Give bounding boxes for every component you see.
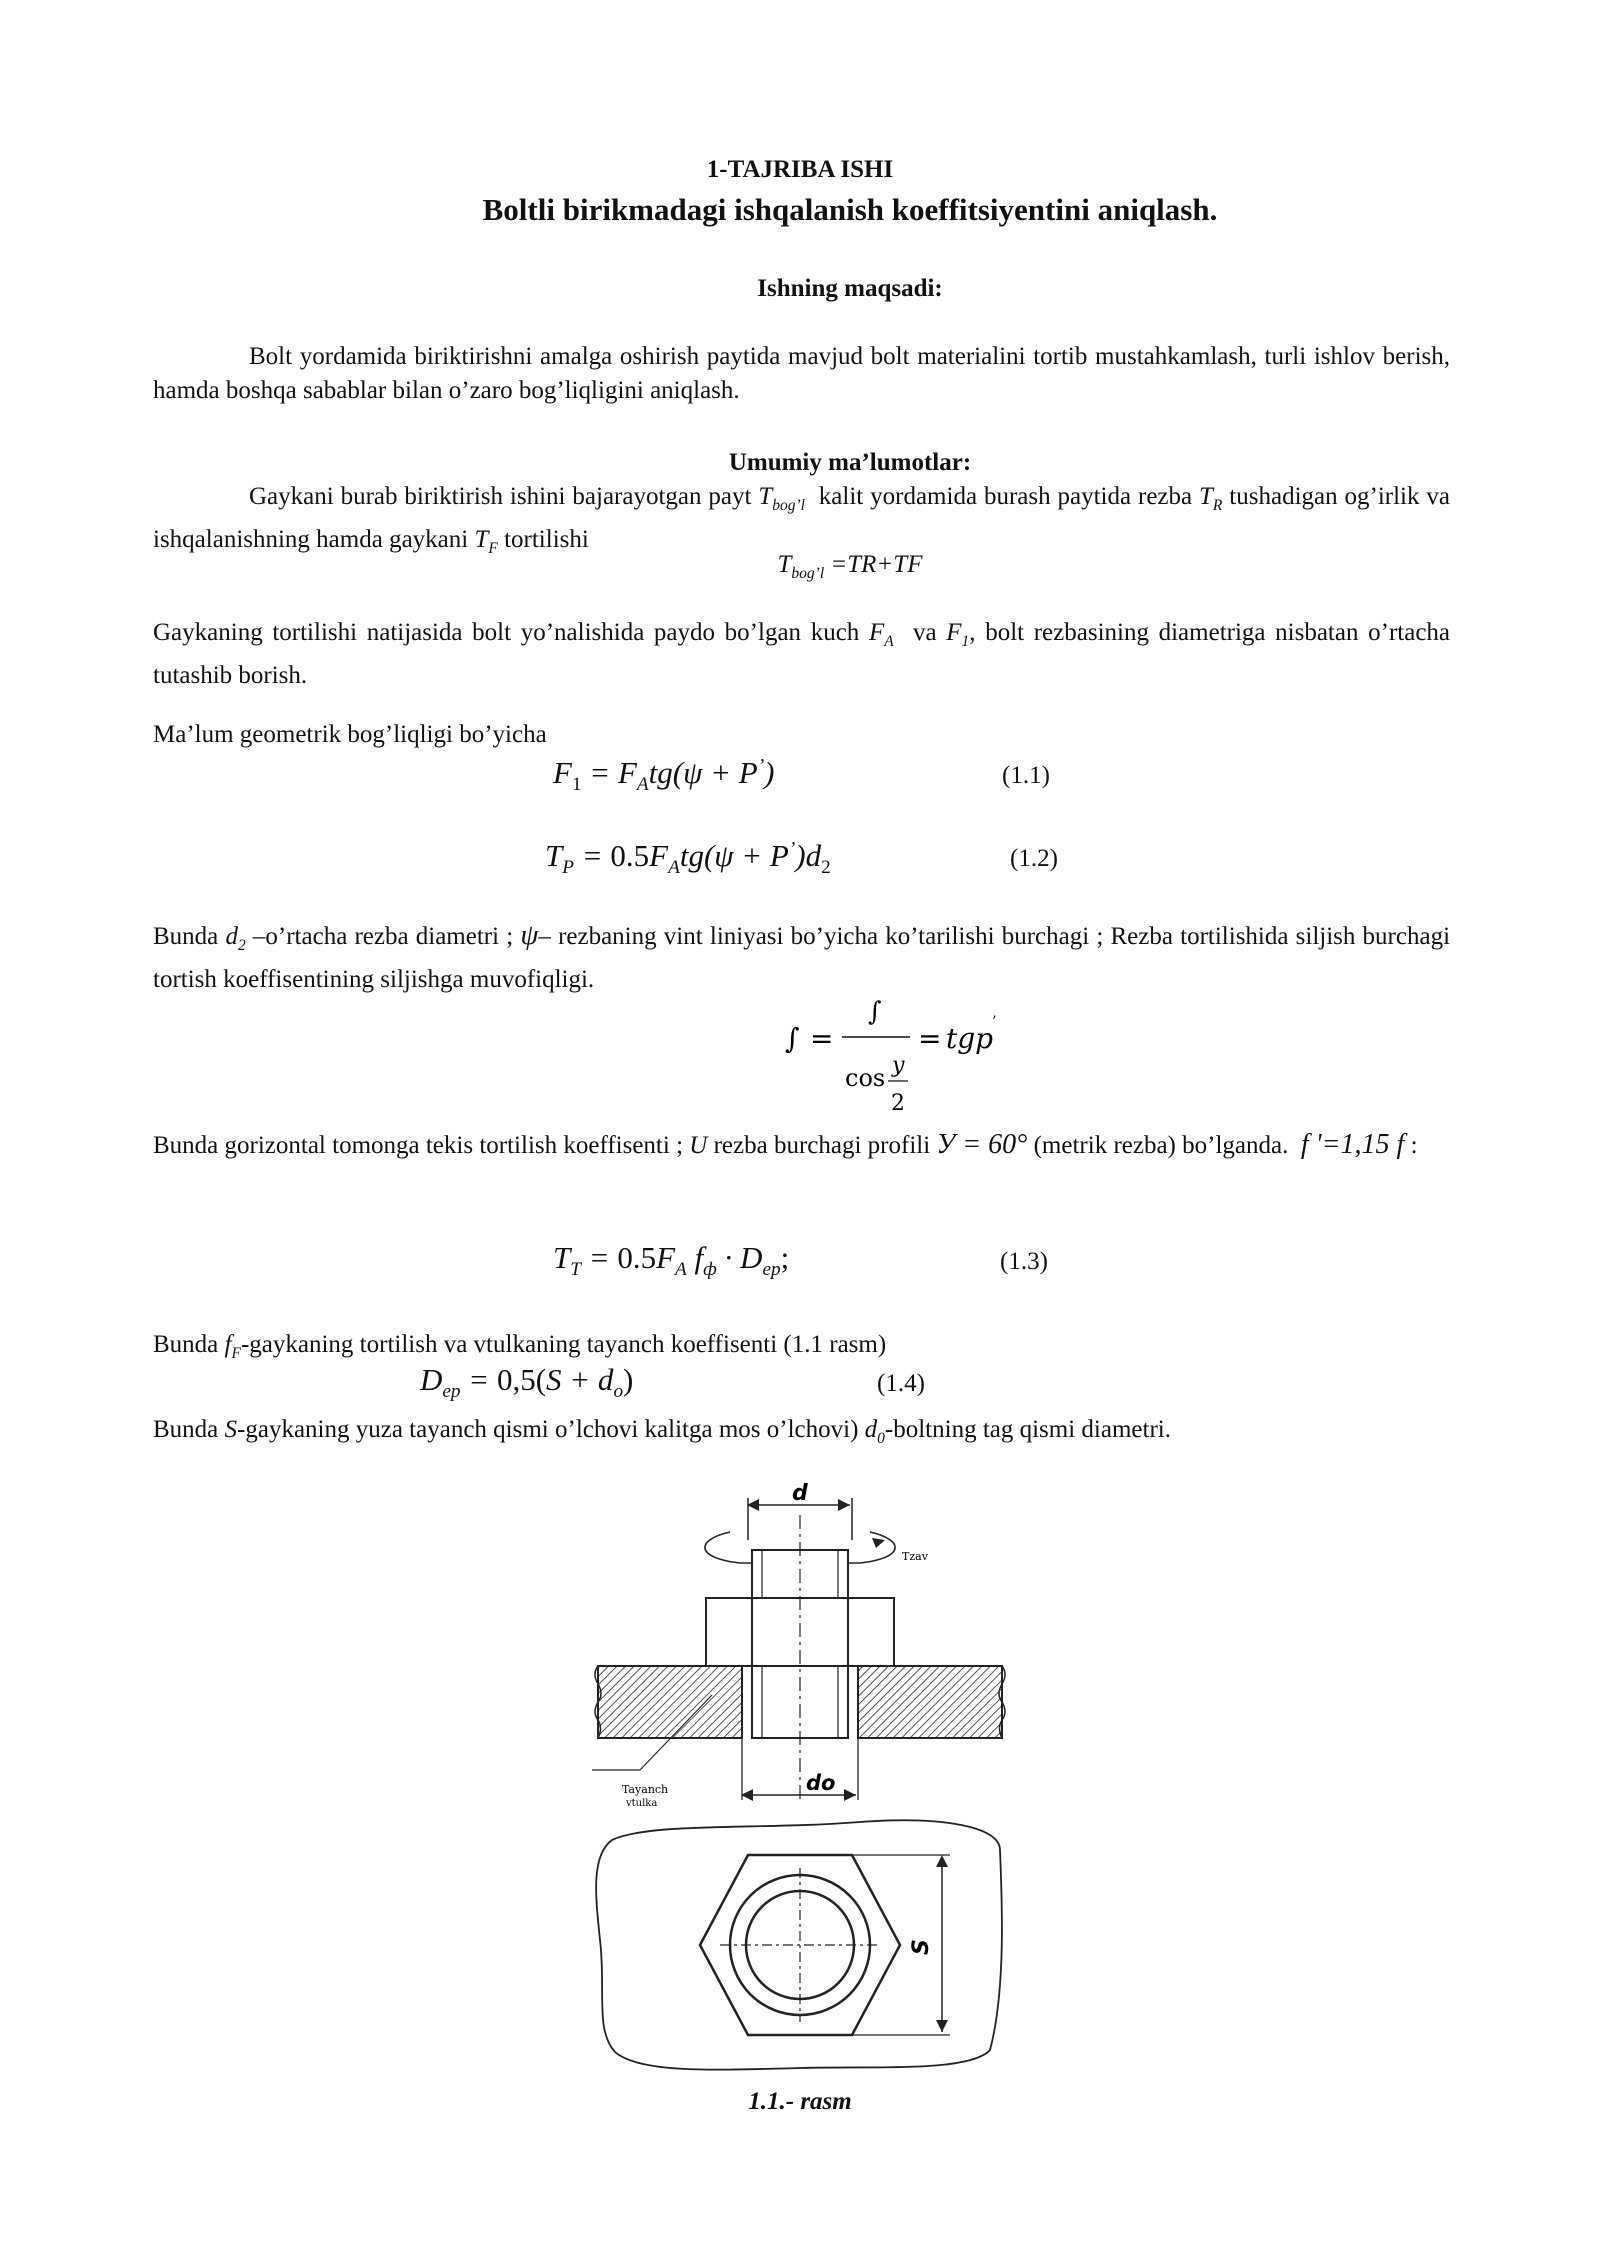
equation-1-3: $T_T = 0.5F_A$ $f_ф \cdot D_{ep}$;: [553, 1240, 790, 1281]
p1-tr-symbol: $T_R$: [1199, 483, 1223, 514]
bolt-shank-bottom: [752, 1666, 848, 1738]
svg-text:∫: ∫: [785, 1022, 800, 1055]
equation-friction-angle: [770, 990, 1010, 1125]
general-paragraph-3: Ma’lum geometrik bog’liqligi bo’yicha: [153, 721, 547, 748]
p2-text-a: Gaykaning tortilishi natijasida bolt yo’nalishida paydo bo’lgan kuch: [153, 619, 860, 646]
equation-1-4-number: (1.4): [877, 1370, 925, 1397]
goal-heading: Ishning maqsadi:: [757, 275, 943, 302]
label-d0: do: [806, 1771, 836, 1795]
equation-1-1: $F_1 = F_Atg(\psi + P^’)$: [553, 755, 775, 796]
text-bunda-3: Bunda $f_F$-gaykaning tortilish va vtulkaning tayanch koeffisenti (1.1 rasm): [153, 1331, 887, 1362]
bolt-joint-figure: [580, 1470, 1020, 2090]
label-d: d: [792, 1481, 808, 1506]
equation-1-3-number: (1.3): [1000, 1248, 1048, 1275]
p2-f1-symbol: $F_1$: [946, 619, 970, 650]
p1-tf-symbol: $T_F$: [474, 526, 498, 557]
svg-text:’: ’: [992, 1014, 997, 1030]
p2-fa-symbol: $F_A$: [868, 619, 894, 650]
p2-text-va: va: [913, 619, 937, 646]
svg-text:∫: ∫: [868, 997, 882, 1027]
p1-text-c: tushadigan og’irlik va ishqalanishning hamda gaykani: [153, 483, 1451, 553]
svg-text:=: =: [810, 1022, 834, 1055]
page-title: Boltli birikmadagi ishqalanish koeffitsiyentini aniqlash.: [482, 192, 1218, 227]
equation-1-2-number: (1.2): [1010, 845, 1058, 872]
p1-text-d: tortilishi: [504, 526, 589, 553]
p1-text-a: Gaykani burab biriktirish ishini bajarayotgan payt: [249, 483, 752, 510]
text-bunda-4: Bunda S-gaykaning yuza tayanch qismi o’lchovi kalitga mos o’lchovi) $d_0$-boltning tag qismi diametri.: [153, 1416, 1171, 1447]
label-tzav: Tzav: [902, 1550, 928, 1563]
formula-tbogl: $T_{bog’l} =TR+TF$: [777, 551, 923, 582]
dimension-d: [748, 1481, 852, 1540]
svg-text:vtulka: vtulka: [626, 1798, 658, 1809]
general-paragraph-2: [153, 616, 1450, 693]
figure-caption: 1.1.- rasm: [748, 2088, 852, 2115]
equation-1-4: $D_{ep} = 0,5(S + d_o)$: [420, 1362, 634, 1403]
equation-1-2: $T_P = 0.5F_Atg(\psi + P^’)d_2$: [545, 838, 831, 879]
svg-text:=: =: [918, 1022, 942, 1055]
equation-1-1-number: (1.1): [1002, 762, 1050, 789]
general-heading: Umumiy ma’lumotlar:: [728, 449, 972, 476]
svg-text:Tayanch: Tayanch: [622, 1783, 669, 1796]
p2-text-b: , bolt rezbasining diametriga nisbatan o’rtacha tutashib borish.: [153, 619, 1451, 689]
label-s: S: [909, 1939, 934, 1955]
svg-text:2: 2: [891, 1091, 905, 1116]
text-bunda-2: Bunda gorizontal tomonga tekis tortilish koeffisenti ; U rezba burchagi profili У = 60° (metrik rezba) bo’lganda. f '=1,15 f :: [153, 1129, 1418, 1160]
p1-t-symbol: $T_{bog’l}$: [758, 483, 805, 514]
goal-text: Bolt yordamida biriktirishni amalga oshirish paytida mavjud bolt materialini tortib mustahkamlash, turli ishlov berish, hamda boshqa sabablar bilan o’zaro bog’liqligini aniqlash.: [153, 343, 1450, 404]
svg-text:y: y: [892, 1053, 905, 1078]
svg-text:cos: cos: [845, 1064, 886, 1092]
text-bunda-1: Bunda $d_2$ –o’rtacha rezba diametri ; ψ– rezbaning vint liniyasi bo’yicha ko’tarilishi burchagi ; Rezba tortilishida siljish burchagi tortish koeffisentining siljishga muvofiqligi.: [153, 919, 1451, 993]
p1-text-b: kalit yordamida burash paytida rezba: [818, 483, 1193, 510]
work-number: 1-TAJRIBA ISHI: [706, 156, 894, 183]
svg-text:tgp: tgp: [946, 1022, 994, 1055]
